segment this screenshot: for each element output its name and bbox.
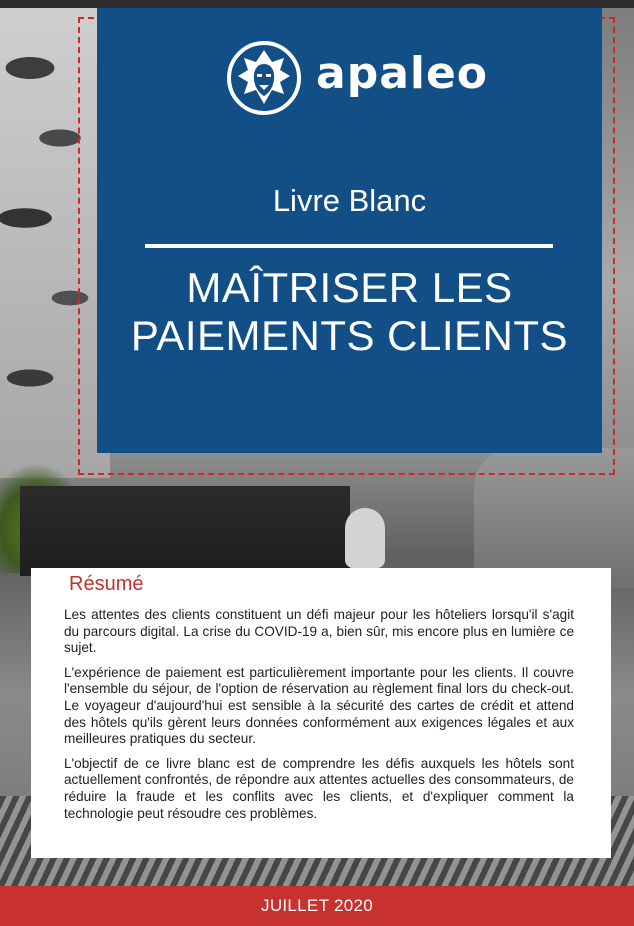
title-divider	[145, 244, 553, 248]
title-panel	[97, 8, 602, 453]
cover-title-line-1: MAÎTRISER LES	[186, 264, 513, 311]
summary-card	[31, 568, 611, 858]
publication-date: JUILLET 2020	[261, 896, 373, 915]
document-cover	[0, 8, 634, 926]
lion-head-icon	[226, 40, 302, 116]
background-photo-vase	[345, 508, 385, 568]
summary-paragraph: L'expérience de paiement est particulièrement importante pour les clients. Il couvre l'ensemble du séjour, de l'option de réservation au règlement final lors du check-out. Le voyageur d'aujourd'hui est sensible à la sécurité des cartes de crédit et attend des hôtels qu'ils gèrent leurs données conformément aux exigences légales et aux meilleures pratiques du secteur.	[64, 664, 574, 747]
summary-heading: Résumé	[69, 573, 144, 595]
summary-paragraph: L'objectif de ce livre blanc est de comprendre les défis auxquels les hôtels sont actuellement confrontés, de répondre aux attentes actuelles des consommateurs, de réduire la fraude et les conflits avec les clients, et d'expliquer comment la technologie peut résoudre ces problèmes.	[64, 755, 574, 821]
summary-body	[64, 607, 574, 830]
cover-title-line-2: PAIEMENTS CLIENTS	[130, 312, 569, 359]
summary-paragraph: Les attentes des clients constituent un défi majeur pour les hôteliers lorsqu'il s'agit du parcours digital. La crise du COVID-19 a, bien sûr, mis encore plus en lumière ce sujet.	[64, 607, 574, 656]
cover-title	[97, 264, 602, 360]
background-photo-cabinet	[20, 486, 350, 576]
footer-date-bar	[0, 886, 634, 926]
brand-name: apaleo	[316, 48, 489, 99]
brand-logo	[226, 40, 489, 116]
cover-subtitle: Livre Blanc	[272, 183, 427, 218]
